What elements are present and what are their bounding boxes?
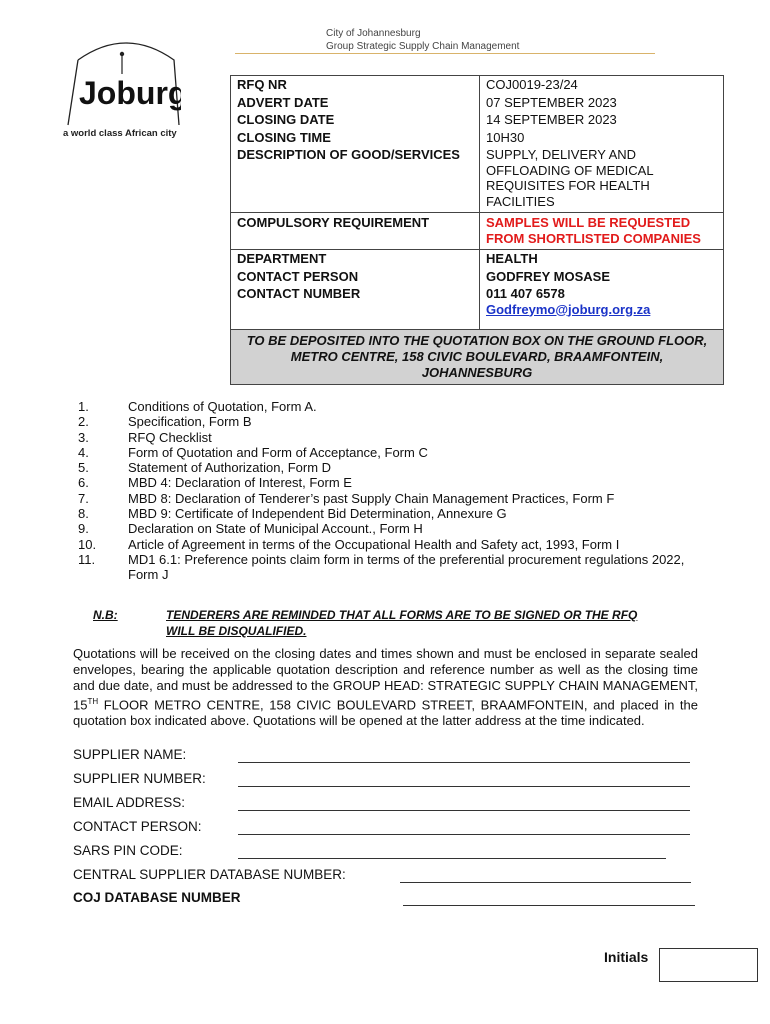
list-number: 6. (78, 475, 89, 491)
contact-person-label: CONTACT PERSON (231, 268, 480, 286)
contact-person-field[interactable] (238, 834, 690, 835)
table-row (231, 250, 724, 268)
list-item (78, 414, 718, 429)
department-label: DEPARTMENT (231, 250, 480, 268)
contact-email-link[interactable]: Godfreymo@joburg.org.za (486, 301, 651, 317)
table-row (231, 94, 724, 112)
sars-pin-field[interactable] (238, 858, 666, 859)
supplier-name-field[interactable] (238, 762, 690, 763)
logo-text: Joburg (79, 75, 181, 111)
contact-number-value: 011 407 6578 (486, 286, 565, 301)
list-text: Specification, Form B (128, 414, 252, 430)
supplier-name-label: SUPPLIER NAME: (73, 747, 187, 762)
list-number: 10. (78, 536, 97, 552)
table-row (231, 330, 724, 385)
logo-tagline: a world class African city (63, 128, 177, 139)
list-text: MBD 9: Certificate of Independent Bid Determination, Annexure G (128, 506, 507, 522)
closing-time-label: CLOSING TIME (231, 129, 480, 147)
sars-pin-label: SARS PIN CODE: (73, 843, 183, 858)
email-address-field[interactable] (238, 810, 690, 811)
initials-box[interactable] (659, 948, 758, 982)
supplier-number-field[interactable] (238, 786, 690, 787)
contact-number-label: CONTACT NUMBER (231, 285, 480, 330)
header-organization: City of Johannesburg (326, 28, 421, 39)
list-item (78, 537, 718, 552)
table-row (231, 76, 724, 94)
advert-date-value: 07 SEPTEMBER 2023 (480, 94, 724, 112)
joburg-logo (66, 30, 181, 126)
table-row (231, 213, 724, 250)
department-value: HEALTH (480, 250, 724, 268)
closing-time-value: 10H30 (480, 129, 724, 147)
central-supplier-db-label: CENTRAL SUPPLIER DATABASE NUMBER: (73, 867, 346, 882)
list-item (78, 445, 718, 460)
advert-date-label: ADVERT DATE (231, 94, 480, 112)
contact-person-value: GODFREY MOSASE (480, 268, 724, 286)
description-value: SUPPLY, DELIVERY AND OFFLOADING OF MEDICAL REQUISITES FOR HEALTH FACILITIES (480, 146, 724, 213)
list-item (78, 521, 718, 536)
closing-date-value: 14 SEPTEMBER 2023 (480, 111, 724, 129)
list-text: MBD 4: Declaration of Interest, Form E (128, 475, 352, 491)
list-number: 4. (78, 444, 89, 460)
list-item (78, 475, 718, 490)
table-row (231, 111, 724, 129)
list-text: Article of Agreement in terms of the Occupational Health and Safety act, 1993, Form I (128, 536, 620, 552)
coj-database-field[interactable] (403, 905, 695, 906)
description-label: DESCRIPTION OF GOOD/SERVICES (231, 146, 480, 213)
list-number: 2. (78, 414, 89, 430)
list-item (78, 430, 718, 445)
nb-label: N.B: (93, 608, 118, 622)
instructions-part-2: FLOOR METRO CENTRE, 158 CIVIC BOULEVARD STREET, BRAAMFONTEIN, and placed in the quotation box indicated above. Quotations will be opened at the latter address at the time indicated. (73, 697, 698, 729)
list-item (78, 491, 718, 506)
list-text: Declaration on State of Municipal Account., Form H (128, 521, 423, 537)
table-row (231, 285, 724, 330)
list-text: Conditions of Quotation, Form A. (128, 399, 317, 414)
list-number: 3. (78, 429, 89, 445)
supplier-number-label: SUPPLIER NUMBER: (73, 771, 206, 786)
required-forms-list (78, 399, 718, 583)
table-row (231, 146, 724, 213)
initials-label: Initials (604, 949, 649, 965)
list-item (78, 506, 718, 521)
nb-warning: TENDERERS ARE REMINDED THAT ALL FORMS ARE TO BE SIGNED OR THE RFQ WILL BE DISQUALIFIED. (166, 608, 638, 638)
rfq-details-table (230, 75, 724, 385)
list-item (78, 460, 718, 475)
list-number: 8. (78, 506, 89, 522)
list-text: MBD 8: Declaration of Tenderer’s past Supply Chain Management Practices, Form F (128, 490, 615, 506)
list-text: MD1 6.1: Preference points claim form in terms of the preferential procurement regulations 2022, Form J (128, 551, 685, 583)
list-number: 1. (78, 399, 89, 414)
rfq-nr-value: COJ0019-23/24 (480, 76, 724, 94)
compulsory-requirement-value: SAMPLES WILL BE REQUESTED FROM SHORTLISTED COMPANIES (480, 213, 724, 250)
instructions-part-1: Quotations will be received on the closing dates and times shown and must be enclosed in separate sealed envelopes, bearing the applicable quotation description and reference number as well as the closing time and due date, and must be addressed to the GROUP HEAD: STRATEGIC SUPPLY CHAIN MANAGEMENT, 15 (73, 646, 698, 713)
list-text: Form of Quotation and Form of Acceptance, Form C (128, 444, 428, 460)
list-number: 5. (78, 460, 89, 476)
list-number: 7. (78, 490, 89, 506)
list-item (78, 399, 718, 414)
list-item (78, 552, 718, 583)
coj-database-label: COJ DATABASE NUMBER (73, 890, 241, 905)
document-header (326, 27, 519, 53)
rfq-nr-label: RFQ NR (231, 76, 480, 94)
header-divider (235, 53, 655, 54)
closing-date-label: CLOSING DATE (231, 111, 480, 129)
table-row (231, 129, 724, 147)
compulsory-requirement-label: COMPULSORY REQUIREMENT (231, 213, 480, 250)
table-row (231, 268, 724, 286)
list-number: 9. (78, 521, 89, 537)
central-supplier-db-field[interactable] (400, 882, 691, 883)
contact-person-field-label: CONTACT PERSON: (73, 819, 202, 834)
ordinal-suffix: TH (87, 697, 99, 706)
email-address-label: EMAIL ADDRESS: (73, 795, 186, 810)
header-department: Group Strategic Supply Chain Management (326, 41, 520, 52)
list-text: Statement of Authorization, Form D (128, 460, 332, 476)
list-text: RFQ Checklist (128, 429, 212, 445)
list-number: 11. (78, 551, 96, 567)
deposit-instructions: TO BE DEPOSITED INTO THE QUOTATION BOX ON THE GROUND FLOOR, METRO CENTRE, 158 CIVIC BOULEVARD, BRAAMFONTEIN, JOHANNESBURG (231, 330, 724, 385)
submission-instructions (73, 646, 698, 729)
